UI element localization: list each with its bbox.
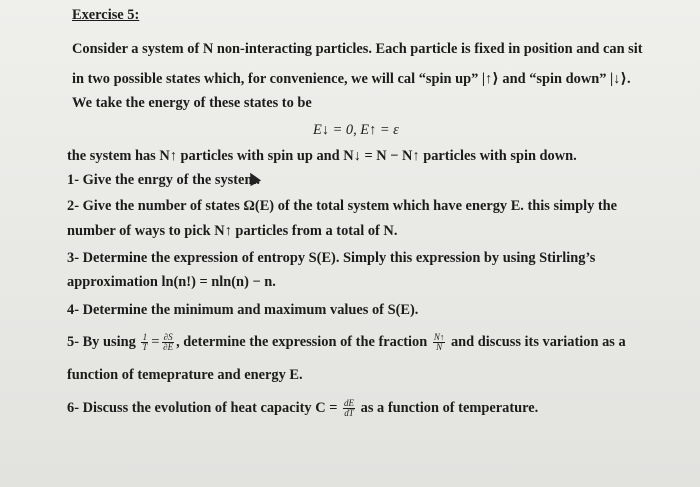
exercise-title: Exercise 5: bbox=[72, 7, 140, 23]
question-5-middle: , determine the expression of the fraction bbox=[176, 334, 428, 350]
heat-capacity-numerator: dE bbox=[344, 398, 355, 409]
inverse-temperature-denominator: T bbox=[142, 342, 148, 353]
question-1: 1- Give the enrgy of the system. bbox=[67, 172, 261, 188]
energy-equation: E↓ = 0, E↑ = ε bbox=[313, 122, 399, 138]
intro-line-1: Consider a system of N non-interacting particles. Each particle is fixed in position and can sit bbox=[72, 41, 643, 57]
question-5-prefix: 5- By using bbox=[67, 334, 136, 350]
inverse-temperature-fraction bbox=[141, 333, 148, 352]
question-6 bbox=[67, 399, 538, 418]
heat-capacity-denominator: dT bbox=[344, 408, 354, 419]
heat-capacity-fraction bbox=[343, 399, 355, 418]
spin-fraction-denominator: N bbox=[436, 342, 443, 353]
question-5-suffix: and discuss its variation as a bbox=[450, 334, 626, 350]
spin-fraction bbox=[433, 333, 446, 352]
question-2-line-2: number of ways to pick N↑ particles from a total of N. bbox=[67, 223, 398, 239]
entropy-derivative-fraction bbox=[162, 333, 174, 352]
inverse-temperature-numerator: 1 bbox=[142, 332, 148, 343]
question-3-line-1: 3- Determine the expression of entropy S(E). Simply this expression by using Stirling’s bbox=[67, 250, 596, 266]
question-2-line-1: 2- Give the number of states Ω(E) of the total system which have energy E. this simply the bbox=[67, 198, 618, 214]
question-5-line-2: function of temeprature and energy E. bbox=[67, 367, 303, 383]
entropy-derivative-numerator: ∂S bbox=[163, 332, 173, 343]
entropy-derivative-denominator: ∂E bbox=[163, 342, 174, 353]
spin-fraction-numerator: N↑ bbox=[433, 332, 445, 343]
question-6-prefix: 6- Discuss the evolution of heat capacity C = bbox=[67, 400, 338, 416]
question-4: 4- Determine the minimum and maximum values of S(E). bbox=[67, 302, 419, 318]
question-6-suffix: as a function of temperature. bbox=[360, 400, 539, 416]
question-5-line-1: 5- By using $\frac{1}{T}$ = $\frac{\partial S}{\partial E}$ , determine the expression of the fraction $\frac{N↑}{N}$ and discuss its variation as a bbox=[67, 332, 626, 353]
question-3-line-2: approximation ln(n!) = nln(n) − n. bbox=[67, 274, 276, 290]
spin-line: the system has N↑ particles with spin up and N↓ = N − N↑ particles with spin down. bbox=[67, 148, 577, 164]
intro-line-2: in two possible states which, for convenience, we will cal “spin up” |↑⟩ and “spin down” |↓⟩. bbox=[72, 71, 631, 87]
intro-line-3: We take the energy of these states to be bbox=[72, 95, 312, 111]
